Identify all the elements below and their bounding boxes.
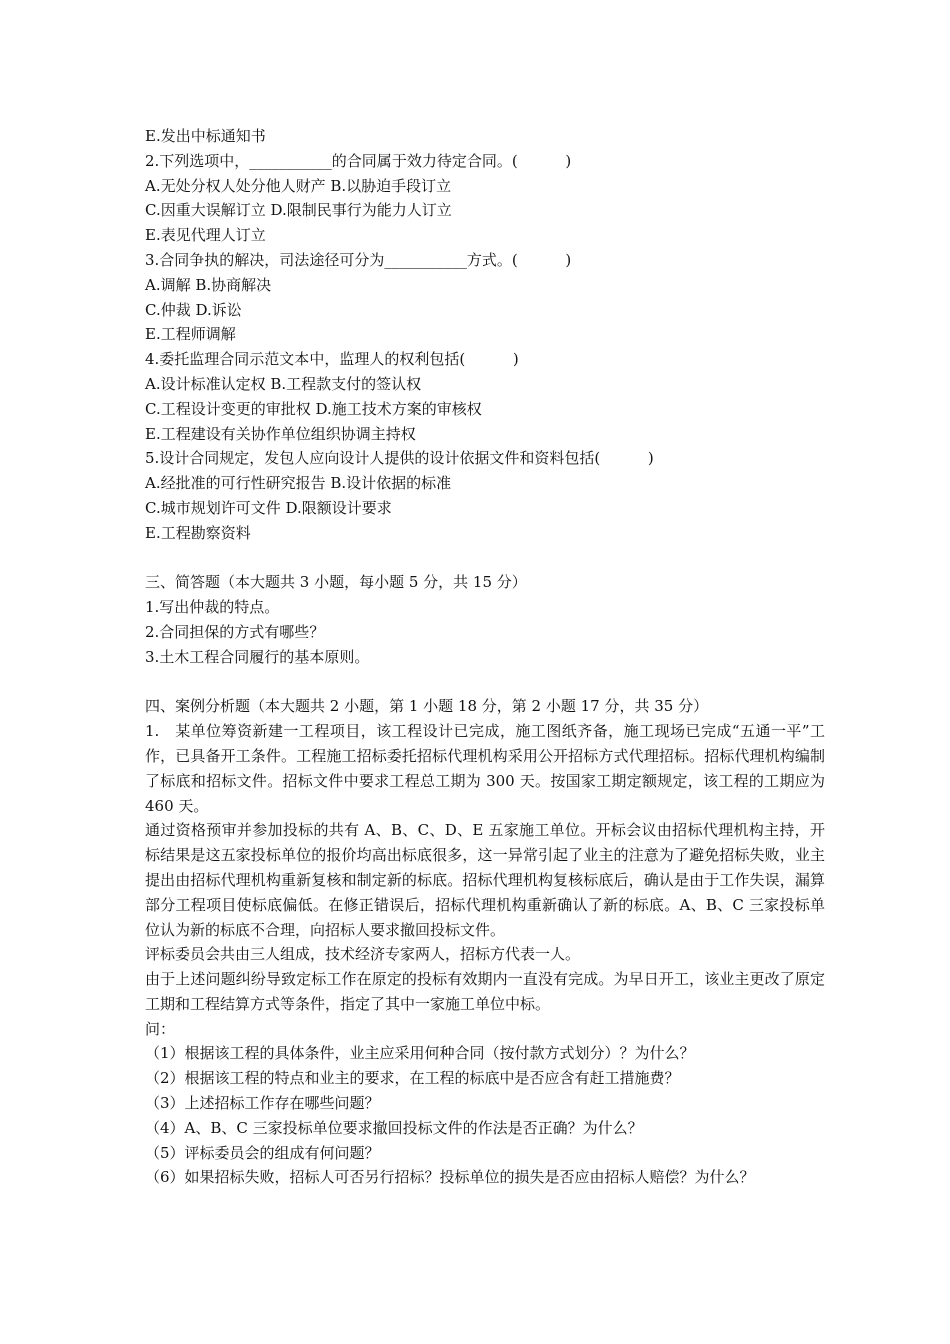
option-line: E.发出中标通知书 bbox=[145, 127, 266, 145]
short-answer-item: 3.土木工程合同履行的基本原则。 bbox=[145, 647, 370, 666]
case-question: （5）评标委员会的组成有何问题？ bbox=[145, 1143, 380, 1162]
case-paragraph: 评标委员会共由三人组成，技术经济专家两人，招标方代表一人。 bbox=[145, 945, 581, 964]
option-line: C.工程设计变更的审批权 D.施工技术方案的审核权 bbox=[145, 399, 482, 418]
case-question: （4）A、B、C 三家投标单位要求撤回投标文件的作法是否正确？为什么？ bbox=[145, 1118, 643, 1137]
case-paragraph: 1. 某单位筹资新建一工程项目，该工程设计已完成，施工图纸齐备，施工现场已完成“五通一平”工作，已具备开工条件。工程施工招标委托招标代理机构采用公开招标方式代理招标。招标代理机构编制了标底和招标文件。招标文件中要求工程总工期为 300 天。按国家工期定额规定，该工程的工期应为 460 天。 bbox=[145, 722, 825, 815]
option-line: C.仲裁 D.诉讼 bbox=[145, 300, 242, 319]
case-paragraph: 由于上述问题纠纷导致定标工作在原定的投标有效期内一直没有完成。为早日开工，该业主更改了原定工期和工程结算方式等条件，指定了其中一家施工单位中标。 bbox=[145, 970, 825, 1013]
question-line: 5.设计合同规定，发包人应向设计人提供的设计依据文件和资料包括( ) bbox=[145, 449, 654, 468]
option-line: C.因重大误解订立 D.限制民事行为能力人订立 bbox=[145, 201, 452, 220]
option-line: E.工程建设有关协作单位组织协调主持权 bbox=[145, 424, 416, 443]
case-question: （6）如果招标失败，招标人可否另行招标？投标单位的损失是否应由招标人赔偿？为什么？ bbox=[145, 1168, 755, 1187]
question-line: 4.委托监理合同示范文本中，监理人的权利包括( ) bbox=[145, 350, 519, 369]
option-line: C.城市规划许可文件 D.限额设计要求 bbox=[145, 498, 392, 517]
question-line: 2.下列选项中，___________的合同属于效力待定合同。( ) bbox=[145, 151, 572, 170]
case-question: （2）根据该工程的特点和业主的要求，在工程的标底中是否应含有赶工措施费？ bbox=[145, 1069, 680, 1088]
option-line: A.经批准的可行性研究报告 B.设计依据的标准 bbox=[145, 474, 452, 493]
short-answer-item: 2.合同担保的方式有哪些？ bbox=[145, 622, 325, 641]
case-question: （1）根据该工程的具体条件，业主应采用何种合同（按付款方式划分）？为什么？ bbox=[145, 1044, 695, 1063]
short-answer-item: 1.写出仲裁的特点。 bbox=[145, 598, 280, 617]
case-question: （3）上述招标工作存在哪些问题？ bbox=[145, 1094, 380, 1113]
question-line: 3.合同争执的解决，司法途径可分为___________方式。( ) bbox=[145, 250, 572, 269]
document-page bbox=[145, 124, 825, 1190]
section-heading: 三、简答题（本大题共 3 小题，每小题 5 分，共 15 分） bbox=[145, 573, 527, 592]
option-line: E.表见代理人订立 bbox=[145, 226, 266, 245]
option-line: A.设计标准认定权 B.工程款支付的签认权 bbox=[145, 374, 422, 393]
option-line: A.调解 B.协商解决 bbox=[145, 275, 272, 294]
spacer bbox=[145, 670, 825, 695]
section-heading: 四、案例分析题（本大题共 2 小题，第 1 小题 18 分，第 2 小题 17 分，共 35 分） bbox=[145, 697, 709, 716]
spacer bbox=[145, 546, 825, 571]
case-paragraph: 通过资格预审并参加投标的共有 A、B、C、D、E 五家施工单位。开标会议由招标代理机构主持，开标结果是这五家投标单位的报价均高出标底很多，这一异常引起了业主的注意为了避免招标失败，业主提出由招标代理机构重新复核和制定新的标底。招标代理机构复核标底后，确认是由于工作失误，漏算部分工程项目使标底偏低。在修正错误后，招标代理机构重新确认了新的标底。A、B、C 三家投标单位认为新的标底不合理，向招标人要求撤回投标文件。 bbox=[145, 821, 825, 939]
option-line: E.工程勘察资料 bbox=[145, 523, 251, 542]
ask-label: 问： bbox=[145, 1019, 176, 1038]
option-line: E.工程师调解 bbox=[145, 325, 236, 344]
option-line: A.无处分权人处分他人财产 B.以胁迫手段订立 bbox=[145, 176, 452, 195]
